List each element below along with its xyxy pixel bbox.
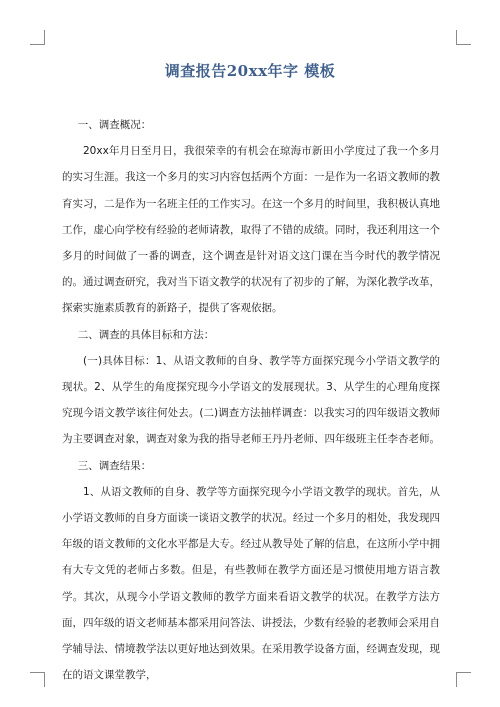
crop-mark-bottom-left [30,672,45,687]
paragraph-goals-methods: (一)具体目标：1、从语文教师的自身、教学等方面探究现今小学语文教学的现状。2、从学生的角度探究现今小学语文的发展现状。3、从学生的心理角度探究现今语文教学该往何处去。(二)调查方法抽样调查：以我实习的四年级语文教师为主要调查对象，调查对象为我的指导老师王丹丹老师、四年级班主任李杏老师。 [62,354,440,446]
crop-mark-top-left [30,30,45,45]
paragraph-overview: 20xx年月日至月日，我很荣幸的有机会在琼海市新田小学度过了我一个多月的实习生涯。我这一个多月的实习内容包括两个方面：一是作为一名语文教师的教育实习，二是作为一名班主任的工作实习。在这一个多月的时间里，我积极认真地工作，虚心向学校有经验的老师请教，取得了不错的成绩。同时，我还利用这一个多月的时间做了一番的调查，这个调查是针对语文这门课在当今时代的教学情况的。通过调查研究，我对当下语文教学的状况有了初步的了解，为深化教学改革，探索实施素质教育的新路子，提供了客观依据。 [62,145,440,315]
crop-mark-top-right [456,30,471,45]
section-heading-goals-methods: 二、调查的具体目标和方法： [77,328,215,341]
crop-mark-bottom-right [456,672,471,687]
section-heading-overview: 一、调查概况： [77,119,152,131]
document-body [62,112,440,688]
paragraph-results: 1、从语文教师的自身、教学等方面探究现今小学语文教学的现状。首先，从小学语文教师的自身方面谈一谈语文教学的状况。经过一个多月的相处，我发现四年级的语文教师的文化水平都是大专。经过从教导处了解的信息，在这所小学中拥有大专文凭的老师占多数。但是，有些教师在教学方面还是习惯使用地方语言教学。其次，从现今小学语文教师的教学方面来看语文教学的状况。在教学方法方面，四年级的语文老师基本都采用问答法、讲授法，少数有经验的老教师会采用自学辅导法、情境教学法以更好地达到效果。在采用教学设备方面，经调查发现，现在的语文课堂教学， [62,485,440,682]
document-title: 调查报告20xx年字 模板 [164,62,336,80]
section-heading-results: 三、调查结果： [77,459,152,472]
